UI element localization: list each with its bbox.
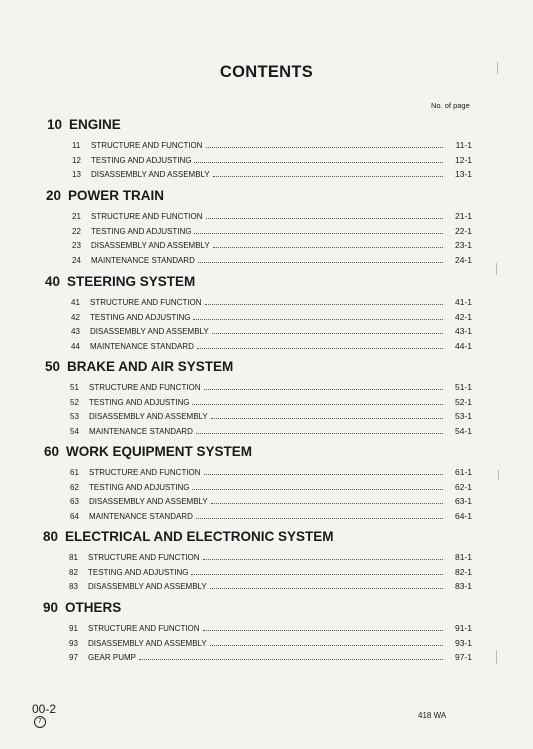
scan-speck <box>496 650 497 664</box>
toc-entry[interactable] <box>69 548 472 562</box>
entry-number: 44 <box>71 341 80 351</box>
entry-page: 41-1 <box>454 297 472 307</box>
toc-entry[interactable] <box>70 378 472 392</box>
dot-leader <box>194 161 443 163</box>
entry-number: 24 <box>72 255 81 265</box>
section-number: 10 <box>47 117 63 132</box>
entry-page: 42-1 <box>454 311 472 322</box>
toc-entry[interactable] <box>70 422 472 436</box>
entry-number: 81 <box>69 553 78 562</box>
entry-page: 43-1 <box>454 326 472 336</box>
section-number: 40 <box>45 274 61 289</box>
entry-title: STRUCTURE AND FUNCTION <box>89 383 201 392</box>
dot-leader <box>196 432 443 434</box>
entry-number: 43 <box>71 327 80 336</box>
entry-page: 82-1 <box>454 566 472 577</box>
dot-leader <box>191 573 443 575</box>
entry-page: 52-1 <box>454 396 472 407</box>
dot-leader <box>213 175 443 177</box>
entry-title: STRUCTURE AND FUNCTION <box>90 298 202 307</box>
entry-title: STRUCTURE AND FUNCTION <box>88 624 200 633</box>
entry-number: 91 <box>69 624 78 633</box>
entry-title: STRUCTURE AND FUNCTION <box>91 212 203 221</box>
toc-entry[interactable] <box>72 251 472 265</box>
entry-number: 93 <box>69 638 78 648</box>
entry-title: TESTING AND ADJUSTING <box>88 567 189 577</box>
entry-page: 91-1 <box>454 623 472 633</box>
section-number: 90 <box>43 600 59 615</box>
entry-number: 13 <box>72 170 81 179</box>
entry-number: 53 <box>70 412 79 421</box>
dot-leader <box>206 217 443 219</box>
scan-speck <box>496 263 497 275</box>
entry-number: 23 <box>72 241 81 250</box>
dot-leader <box>194 232 443 234</box>
entry-title: DISASSEMBLY AND ASSEMBLY <box>89 497 208 506</box>
section-number: 80 <box>43 529 59 544</box>
section-title: ELECTRICAL AND ELECTRONIC SYSTEM <box>65 529 334 544</box>
entry-number: 22 <box>72 226 81 236</box>
dot-leader <box>204 388 443 390</box>
entry-number: 11 <box>72 141 81 150</box>
entry-number: 97 <box>69 653 78 662</box>
dot-leader <box>198 261 443 263</box>
dot-leader <box>211 417 443 419</box>
entry-page: 24-1 <box>454 254 472 265</box>
entry-title: TESTING AND ADJUSTING <box>89 397 190 407</box>
entry-number: 63 <box>70 497 79 506</box>
entry-title: MAINTENANCE STANDARD <box>89 511 193 521</box>
entry-page: 53-1 <box>454 411 472 421</box>
entry-page: 12-1 <box>454 154 472 165</box>
section-title: BRAKE AND AIR SYSTEM <box>67 359 234 374</box>
dot-leader <box>204 473 443 475</box>
dot-leader <box>205 303 443 305</box>
section-title: OTHERS <box>65 600 122 615</box>
footer-page-number: 00-2 <box>32 702 57 716</box>
dot-leader <box>203 558 443 560</box>
entry-page: 97-1 <box>454 652 472 662</box>
entry-title: DISASSEMBLY AND ASSEMBLY <box>90 327 209 336</box>
toc-entry[interactable] <box>70 507 472 521</box>
entry-page: 64-1 <box>454 510 472 521</box>
entry-title: MAINTENANCE STANDARD <box>89 426 193 436</box>
dot-leader <box>212 332 443 334</box>
entry-title: DISASSEMBLY AND ASSEMBLY <box>88 638 207 648</box>
entry-number: 82 <box>69 567 78 577</box>
entry-title: TESTING AND ADJUSTING <box>91 155 192 165</box>
entry-page: 21-1 <box>454 211 472 221</box>
toc-entry[interactable] <box>69 634 472 648</box>
section-title: ENGINE <box>69 117 121 132</box>
toc-entry[interactable] <box>71 308 472 322</box>
entry-title: DISASSEMBLY AND ASSEMBLY <box>88 582 207 591</box>
entry-number: 42 <box>71 312 80 322</box>
toc-entry[interactable] <box>72 222 472 236</box>
toc-entry[interactable] <box>72 236 472 250</box>
toc-entry[interactable] <box>70 407 472 421</box>
dot-leader <box>206 146 443 148</box>
entry-page: 54-1 <box>454 425 472 436</box>
toc-entry[interactable] <box>69 648 472 662</box>
entry-title: TESTING AND ADJUSTING <box>90 312 191 322</box>
entry-page: 51-1 <box>454 382 472 392</box>
entry-number: 21 <box>72 212 81 221</box>
toc-entry[interactable] <box>72 151 472 165</box>
entry-title: STRUCTURE AND FUNCTION <box>91 141 203 150</box>
dot-leader <box>210 644 443 646</box>
entry-number: 61 <box>70 468 79 477</box>
footer-model: 418 WA <box>418 711 447 720</box>
entry-title: TESTING AND ADJUSTING <box>89 482 190 492</box>
section-title: STEERING SYSTEM <box>67 274 196 289</box>
page-title: CONTENTS <box>219 63 314 81</box>
entry-page: 13-1 <box>454 169 472 179</box>
section-title: POWER TRAIN <box>68 188 165 203</box>
section-number: 60 <box>44 444 60 459</box>
entry-number: 54 <box>70 426 79 436</box>
section-title: WORK EQUIPMENT SYSTEM <box>66 444 253 459</box>
toc-entry[interactable] <box>70 393 472 407</box>
entry-title: MAINTENANCE STANDARD <box>91 255 195 265</box>
section-heading <box>44 444 252 459</box>
entry-page: 63-1 <box>454 496 472 506</box>
toc-entry[interactable] <box>72 207 472 221</box>
scan-speck <box>497 62 498 74</box>
entry-page: 11-1 <box>455 140 472 150</box>
entry-title: DISASSEMBLY AND ASSEMBLY <box>91 170 210 179</box>
toc-entry[interactable] <box>70 492 472 506</box>
toc-entry[interactable] <box>71 337 472 351</box>
toc-entry[interactable] <box>70 463 472 477</box>
entry-page: 44-1 <box>454 340 472 351</box>
entry-page: 23-1 <box>454 240 472 250</box>
toc-entry[interactable] <box>72 165 472 179</box>
section-heading <box>45 274 195 289</box>
entry-number: 52 <box>70 397 79 407</box>
entry-number: 12 <box>72 155 81 165</box>
dot-leader <box>139 658 443 660</box>
section-heading <box>47 117 121 132</box>
entry-page: 61-1 <box>454 467 472 477</box>
dot-leader <box>210 587 443 589</box>
section-heading <box>43 600 121 615</box>
section-number: 20 <box>46 188 62 203</box>
section-heading <box>45 359 233 374</box>
entry-number: 41 <box>71 298 80 307</box>
entry-title: MAINTENANCE STANDARD <box>90 341 194 351</box>
entry-page: 83-1 <box>454 581 472 591</box>
entry-page: 22-1 <box>454 225 472 236</box>
dot-leader <box>193 318 443 320</box>
dot-leader <box>192 403 443 405</box>
entry-number: 51 <box>70 383 79 392</box>
toc-entry[interactable] <box>70 478 472 492</box>
toc-entry[interactable] <box>69 577 472 591</box>
toc-entry[interactable] <box>72 136 472 150</box>
entry-title: STRUCTURE AND FUNCTION <box>89 468 201 477</box>
entry-title: TESTING AND ADJUSTING <box>91 226 192 236</box>
entry-title: GEAR PUMP <box>88 653 137 662</box>
entry-page: 81-1 <box>454 552 472 562</box>
entry-page: 93-1 <box>454 637 472 648</box>
section-number: 50 <box>45 359 61 374</box>
entry-page: 62-1 <box>454 481 472 492</box>
dot-leader <box>197 347 443 349</box>
entry-number: 83 <box>69 582 78 591</box>
scan-speck <box>498 470 499 480</box>
toc-entry[interactable] <box>69 619 472 633</box>
section-heading <box>43 529 334 544</box>
section-heading <box>46 188 164 203</box>
page-column-label: No. of page <box>431 101 470 110</box>
toc-entry[interactable] <box>71 293 472 307</box>
dot-leader <box>203 629 443 631</box>
entry-number: 64 <box>70 511 79 521</box>
toc-entry[interactable] <box>71 322 472 336</box>
entry-title: DISASSEMBLY AND ASSEMBLY <box>89 412 208 421</box>
entry-number: 62 <box>70 482 79 492</box>
toc-entry[interactable] <box>69 563 472 577</box>
revision-mark: 7 <box>34 716 46 728</box>
entry-title: STRUCTURE AND FUNCTION <box>88 553 200 562</box>
dot-leader <box>211 502 443 504</box>
dot-leader <box>213 246 443 248</box>
entry-title: DISASSEMBLY AND ASSEMBLY <box>91 241 210 250</box>
dot-leader <box>196 517 443 519</box>
dot-leader <box>192 488 443 490</box>
